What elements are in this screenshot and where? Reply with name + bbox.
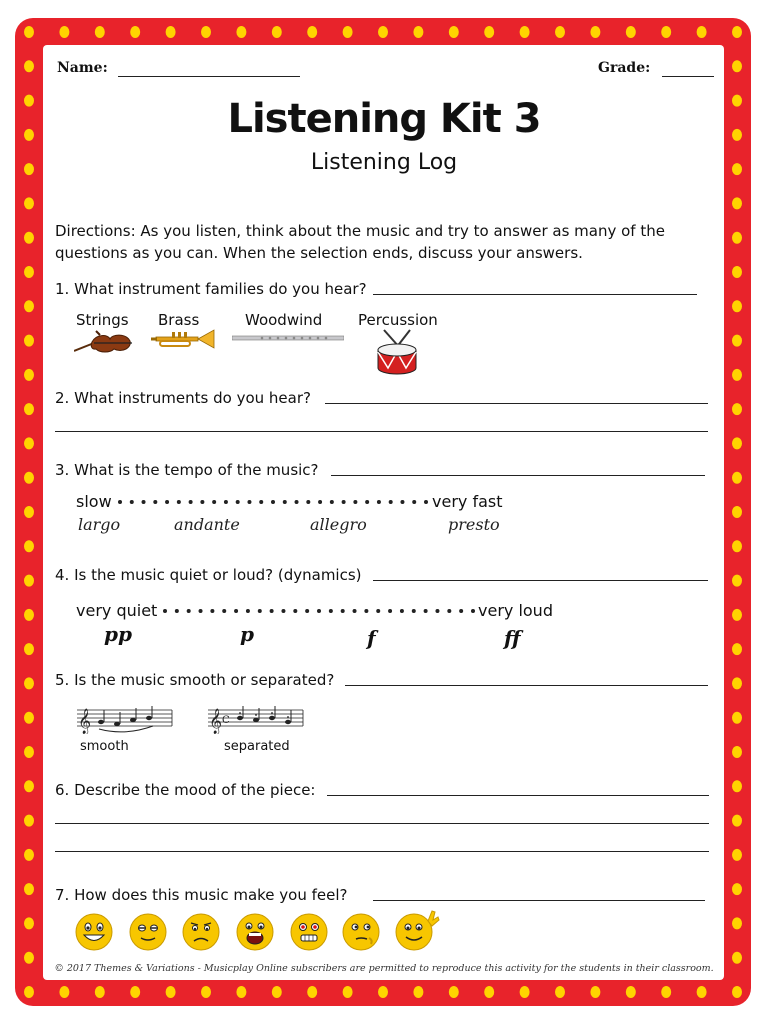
border-dot xyxy=(24,986,34,998)
border-dot xyxy=(732,643,742,655)
question-2: 2. What instruments do you hear? xyxy=(55,389,311,407)
emoji-grimacing-icon[interactable] xyxy=(289,912,329,952)
treble-clef-icon: 𝄞 xyxy=(78,709,92,734)
border-dot xyxy=(732,917,742,929)
separated-label: separated xyxy=(224,739,290,754)
scale-dot xyxy=(435,609,439,613)
tempo-term-largo: largo xyxy=(78,515,121,534)
answer-line-6a[interactable] xyxy=(327,795,709,796)
border-dot xyxy=(272,986,282,998)
scale-dot xyxy=(400,500,404,504)
scale-dot xyxy=(175,609,179,613)
question-4: 4. Is the music quiet or loud? (dynamics) xyxy=(55,566,362,584)
border-dot xyxy=(732,712,742,724)
border-dot xyxy=(236,986,246,998)
border-dot xyxy=(732,300,742,312)
family-woodwind-label: Woodwind xyxy=(245,311,323,329)
border-dot xyxy=(24,369,34,381)
flute-icon xyxy=(232,333,344,343)
border-dot xyxy=(697,986,707,998)
name-line[interactable] xyxy=(118,76,300,77)
answer-line-2b[interactable] xyxy=(55,431,708,432)
answer-line-7[interactable] xyxy=(373,900,705,901)
border-dot xyxy=(661,26,671,38)
name-label: Name: xyxy=(57,60,108,76)
border-dot xyxy=(166,986,176,998)
tempo-dot-scale xyxy=(117,494,429,508)
family-percussion-label: Percussion xyxy=(358,311,438,329)
emoji-content-icon[interactable] xyxy=(128,912,168,952)
border-dot xyxy=(24,506,34,518)
dynamic-mark-pp: pp xyxy=(104,622,132,646)
border-dot xyxy=(413,26,423,38)
scale-dot xyxy=(199,609,203,613)
scale-dot xyxy=(200,500,204,504)
emoji-shouting-icon[interactable] xyxy=(235,912,275,952)
border-dot xyxy=(272,26,282,38)
scale-dot xyxy=(318,500,322,504)
directions-line-1: Directions: As you listen, think about the music and try to answer as many of the xyxy=(55,222,665,240)
border-dot xyxy=(484,26,494,38)
worksheet-paper xyxy=(43,45,724,980)
border-dot xyxy=(307,26,317,38)
border-dot xyxy=(732,369,742,381)
family-strings-label: Strings xyxy=(76,311,129,329)
svg-text:𝄞: 𝄞 xyxy=(209,709,223,734)
border-dot xyxy=(378,26,388,38)
border-dot xyxy=(24,300,34,312)
border-dot xyxy=(166,26,176,38)
answer-line-5[interactable] xyxy=(345,685,708,686)
border-dot xyxy=(626,986,636,998)
scale-dot xyxy=(130,500,134,504)
scale-dot xyxy=(222,609,226,613)
tempo-scale-end: very fast xyxy=(432,492,503,511)
scale-dot xyxy=(270,609,274,613)
border-dot xyxy=(130,986,140,998)
border-dot xyxy=(24,60,34,72)
separated-staff-icon xyxy=(208,704,304,734)
dynamic-mark-ff: ff xyxy=(504,626,521,650)
border-dot xyxy=(201,26,211,38)
emoji-worried-icon[interactable] xyxy=(181,912,221,952)
scale-dot xyxy=(177,500,181,504)
border-dot xyxy=(24,437,34,449)
scale-dot xyxy=(459,609,463,613)
scale-dot xyxy=(329,609,333,613)
border-dot xyxy=(24,609,34,621)
dynamics-scale-end: very loud xyxy=(478,601,553,620)
tempo-term-presto: presto xyxy=(448,515,500,534)
scale-dot xyxy=(412,609,416,613)
border-dot xyxy=(697,26,707,38)
tempo-term-andante: andante xyxy=(174,515,240,534)
border-dot xyxy=(24,540,34,552)
emoji-thinking-icon[interactable] xyxy=(341,912,381,952)
question-3: 3. What is the tempo of the music? xyxy=(55,461,319,479)
question-7: 7. How does this music make you feel? xyxy=(55,886,348,904)
border-dot xyxy=(236,26,246,38)
border-dot xyxy=(24,815,34,827)
border-dot xyxy=(24,232,34,244)
border-dot xyxy=(732,232,742,244)
border-dot xyxy=(24,26,34,38)
scale-dot xyxy=(165,500,169,504)
border-dot xyxy=(24,403,34,415)
drum-icon xyxy=(374,328,420,378)
scale-dot xyxy=(376,609,380,613)
answer-line-6c[interactable] xyxy=(55,851,709,852)
border-dot xyxy=(732,609,742,621)
page-title: Listening Kit 3 xyxy=(227,96,541,142)
border-dot xyxy=(449,986,459,998)
scale-dot xyxy=(258,609,262,613)
border-dot xyxy=(732,677,742,689)
family-brass-label: Brass xyxy=(158,311,200,329)
directions-line-2: questions as you can. When the selection ends, discuss your answers. xyxy=(55,244,583,262)
border-dot xyxy=(24,575,34,587)
answer-line-2a[interactable] xyxy=(325,403,708,404)
tempo-scale-start: slow xyxy=(76,492,112,511)
scale-dot xyxy=(271,500,275,504)
scale-dot xyxy=(293,609,297,613)
border-dot xyxy=(24,952,34,964)
border-dot xyxy=(555,26,565,38)
border-dot xyxy=(24,883,34,895)
scale-dot xyxy=(224,500,228,504)
border-dot xyxy=(732,60,742,72)
border-dot xyxy=(732,26,742,38)
scale-dot xyxy=(236,500,240,504)
scale-dot xyxy=(247,500,251,504)
trumpet-icon xyxy=(150,328,218,350)
border-dot xyxy=(661,986,671,998)
dynamic-mark-p: p xyxy=(240,622,254,646)
border-dot xyxy=(520,26,530,38)
border-dot xyxy=(24,712,34,724)
scale-dot xyxy=(187,609,191,613)
dynamics-scale-start: very quiet xyxy=(76,601,158,620)
scale-dot xyxy=(142,500,146,504)
copyright-footer: © 2017 Themes & Variations - Musicplay Online subscribers are permitted to reproduce this activity for the students in their classroom. xyxy=(54,963,714,974)
border-dot xyxy=(201,986,211,998)
scale-dot xyxy=(295,500,299,504)
border-dot xyxy=(307,986,317,998)
border-dot xyxy=(343,26,353,38)
smooth-staff-icon xyxy=(77,704,173,734)
border-dot xyxy=(732,780,742,792)
border-dot xyxy=(24,197,34,209)
border-dot xyxy=(24,917,34,929)
border-dot xyxy=(95,26,105,38)
scale-dot xyxy=(447,609,451,613)
dynamics-dot-scale xyxy=(162,603,476,617)
border-dot xyxy=(732,506,742,518)
scale-dot xyxy=(259,500,263,504)
grade-line[interactable] xyxy=(662,76,714,77)
scale-dot xyxy=(317,609,321,613)
border-dot xyxy=(732,746,742,758)
scale-dot xyxy=(341,609,345,613)
tempo-term-allegro: allegro xyxy=(310,515,367,534)
border-dot xyxy=(24,780,34,792)
border-dot xyxy=(24,472,34,484)
scale-dot xyxy=(189,500,193,504)
scale-dot xyxy=(424,500,428,504)
scale-dot xyxy=(388,609,392,613)
answer-line-1[interactable] xyxy=(373,294,697,295)
scale-dot xyxy=(364,609,368,613)
border-dot xyxy=(732,403,742,415)
emoji-laughing-icon[interactable] xyxy=(74,912,114,952)
border-dot xyxy=(449,26,459,38)
scale-dot xyxy=(118,500,122,504)
border-dot xyxy=(590,986,600,998)
question-6: 6. Describe the mood of the piece: xyxy=(55,781,316,799)
smooth-label: smooth xyxy=(80,739,129,754)
scale-dot xyxy=(389,500,393,504)
scale-dot xyxy=(283,500,287,504)
border-dot xyxy=(59,26,69,38)
border-dot xyxy=(95,986,105,998)
scale-dot xyxy=(212,500,216,504)
emoji-waving-icon[interactable] xyxy=(394,907,440,953)
border-dot xyxy=(732,266,742,278)
border-dot xyxy=(555,986,565,998)
scale-dot xyxy=(306,500,310,504)
border-dot xyxy=(732,883,742,895)
border-dot xyxy=(378,986,388,998)
border-dot xyxy=(24,677,34,689)
question-1: 1. What instrument families do you hear? xyxy=(55,280,367,298)
border-dot xyxy=(24,335,34,347)
border-dot xyxy=(626,26,636,38)
border-dot xyxy=(130,26,140,38)
border-dot xyxy=(732,197,742,209)
scale-dot xyxy=(153,500,157,504)
scale-dot xyxy=(163,609,167,613)
scale-dot xyxy=(353,500,357,504)
border-dot xyxy=(24,849,34,861)
border-dot xyxy=(520,986,530,998)
scale-dot xyxy=(246,609,250,613)
scale-dot xyxy=(412,500,416,504)
scale-dot xyxy=(471,609,475,613)
border-dot xyxy=(732,575,742,587)
page-subtitle: Listening Log xyxy=(310,150,458,175)
scale-dot xyxy=(424,609,428,613)
border-dot xyxy=(343,986,353,998)
scale-dot xyxy=(342,500,346,504)
scale-dot xyxy=(281,609,285,613)
border-dot xyxy=(59,986,69,998)
answer-line-6b[interactable] xyxy=(55,823,709,824)
border-dot xyxy=(732,540,742,552)
border-dot xyxy=(413,986,423,998)
grade-label: Grade: xyxy=(598,60,651,76)
border-dot xyxy=(484,986,494,998)
answer-line-3[interactable] xyxy=(331,475,705,476)
scale-dot xyxy=(234,609,238,613)
violin-icon xyxy=(74,330,134,354)
scale-dot xyxy=(305,609,309,613)
scale-dot xyxy=(377,500,381,504)
border-dot xyxy=(24,266,34,278)
border-dot xyxy=(732,815,742,827)
scale-dot xyxy=(365,500,369,504)
border-dot xyxy=(732,986,742,998)
border-dot xyxy=(732,472,742,484)
border-dot xyxy=(732,952,742,964)
border-dot xyxy=(24,746,34,758)
question-5: 5. Is the music smooth or separated? xyxy=(55,671,335,689)
scale-dot xyxy=(210,609,214,613)
scale-dot xyxy=(400,609,404,613)
svg-text:C: C xyxy=(222,715,230,726)
scale-dot xyxy=(330,500,334,504)
border-dot xyxy=(732,335,742,347)
scale-dot xyxy=(353,609,357,613)
border-dot xyxy=(732,849,742,861)
border-dot xyxy=(590,26,600,38)
dynamic-mark-f: f xyxy=(367,626,376,650)
border-dot xyxy=(732,437,742,449)
border-dot xyxy=(24,643,34,655)
answer-line-4[interactable] xyxy=(373,580,708,581)
